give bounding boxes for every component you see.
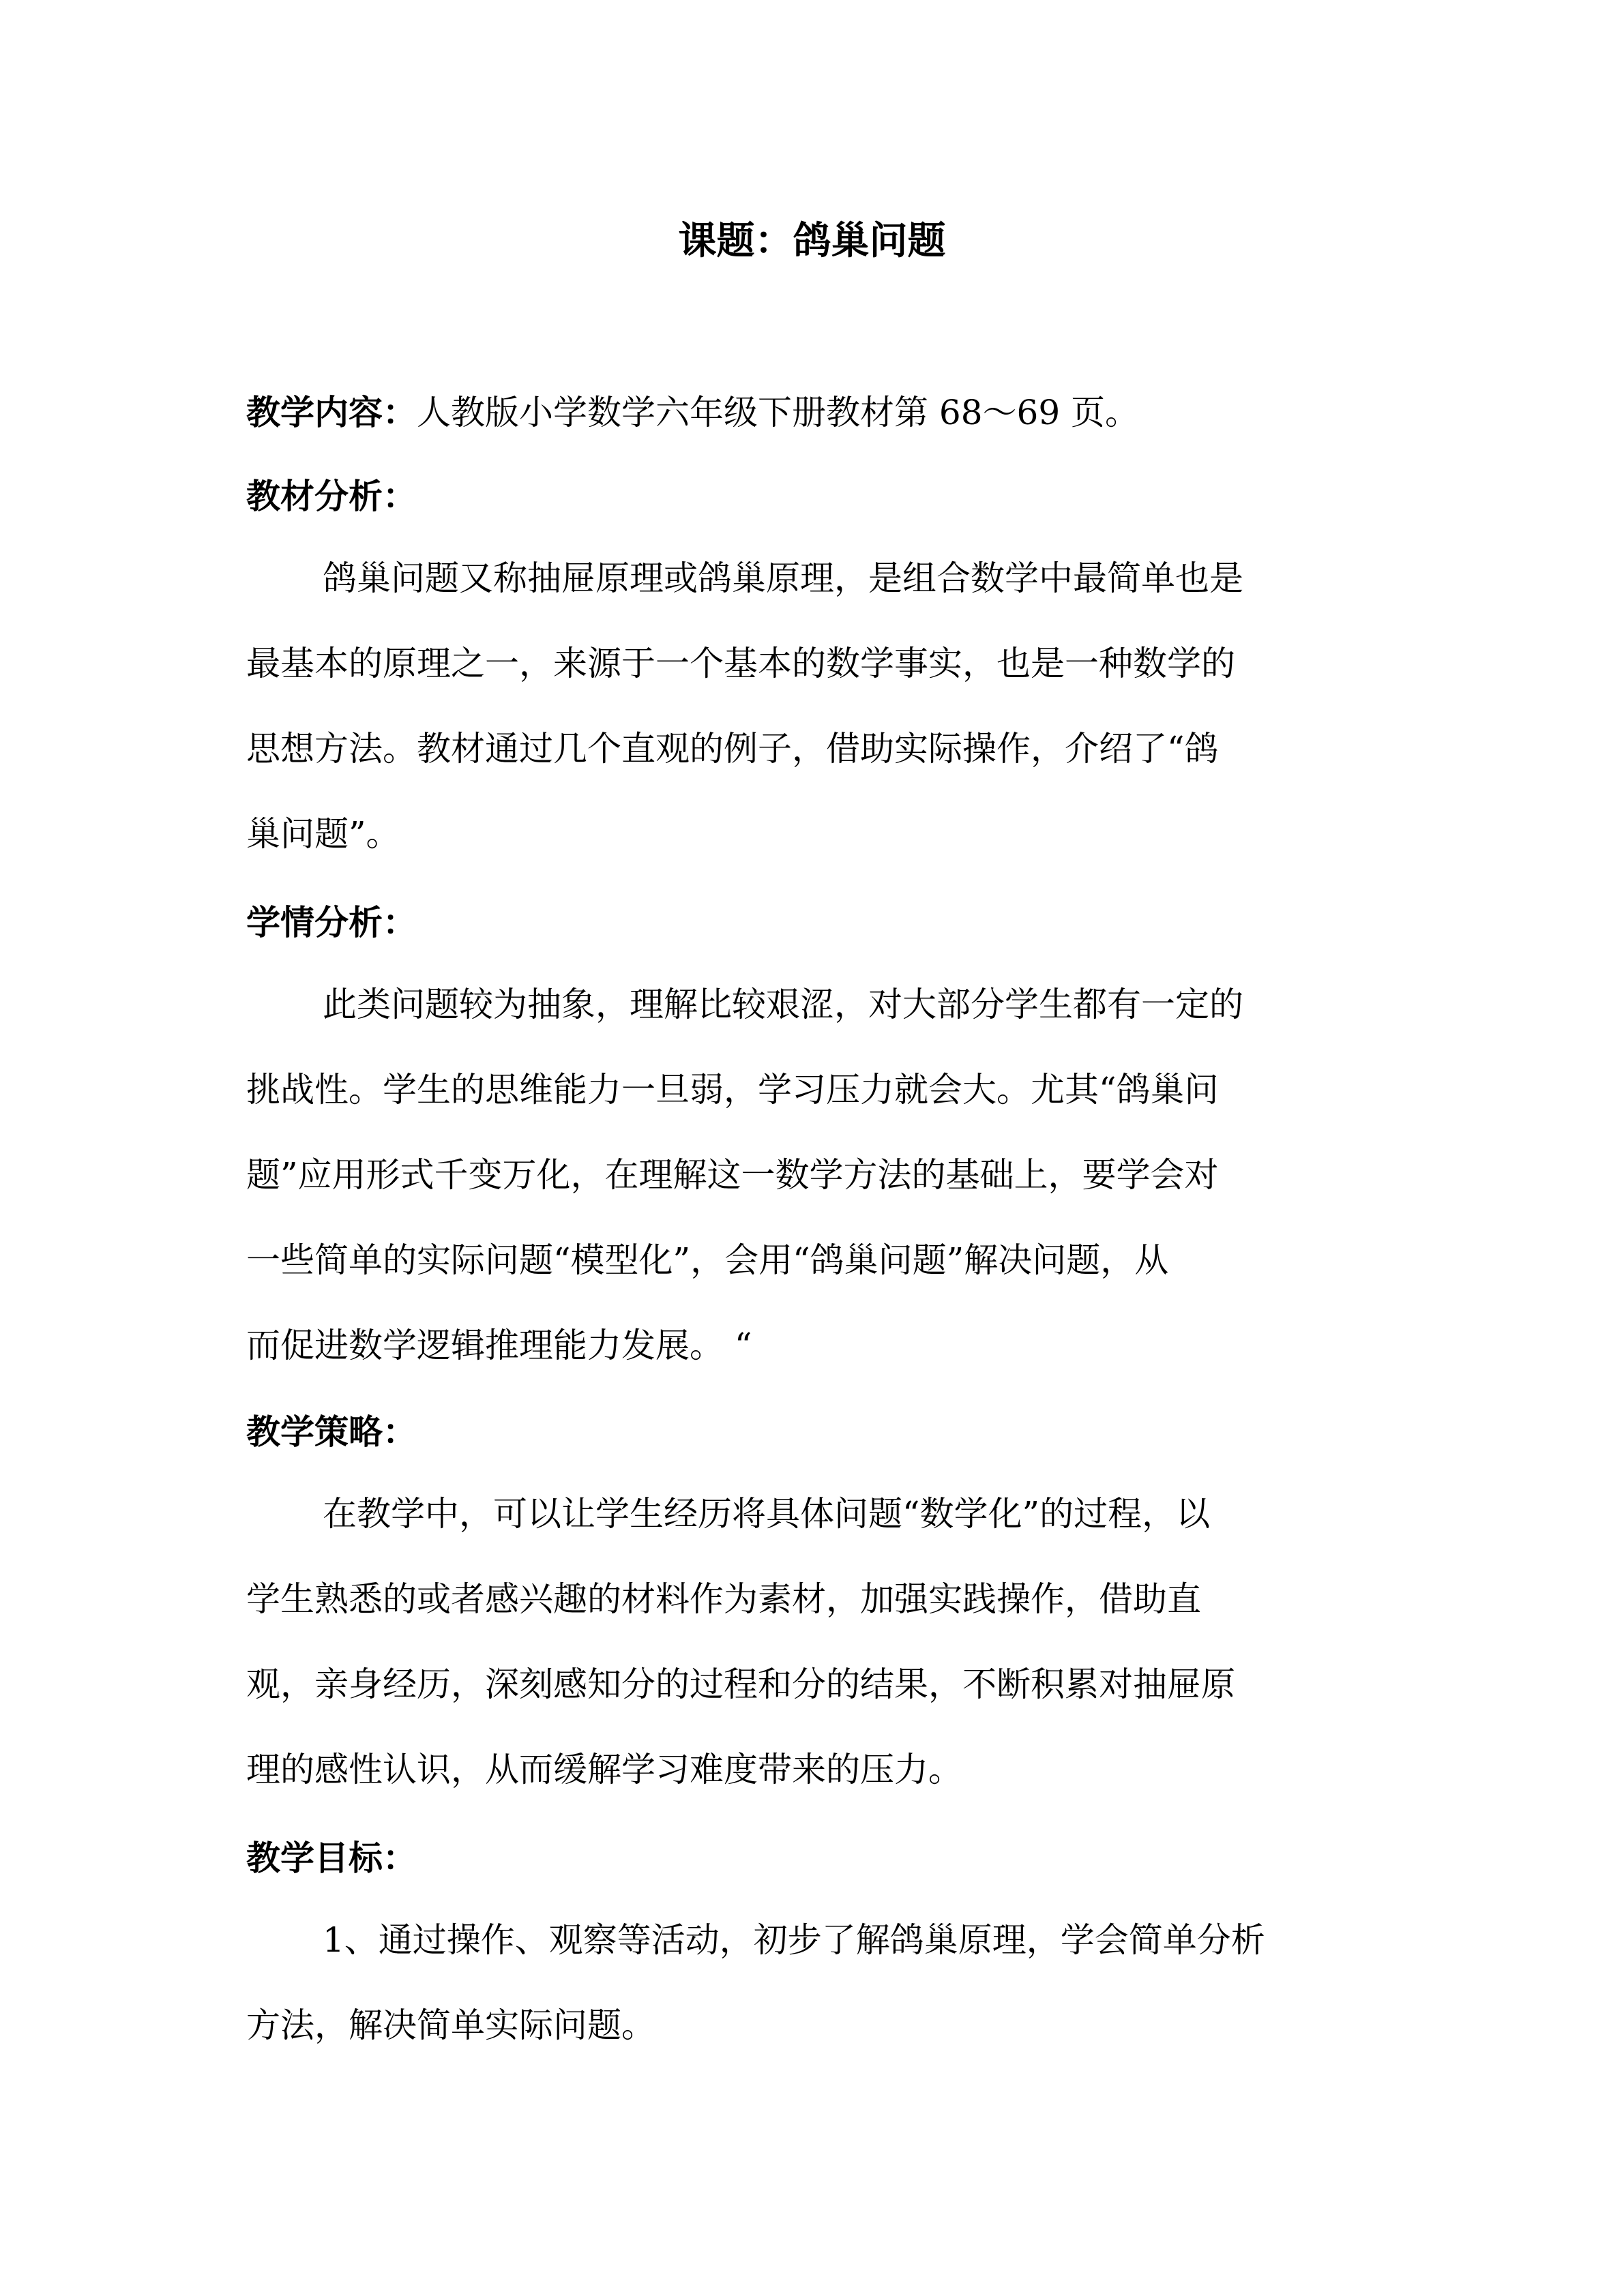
- paragraph-line: 此类问题较为抽象，理解比较艰涩，对大部分学生都有一定的: [323, 985, 1243, 1024]
- paragraph-line: 在教学中，可以让学生经历将具体问题“数学化”的过程，以: [323, 1494, 1211, 1534]
- paragraph-line: 题”应用形式千变万化，在理解这一数学方法的基础上，要学会对: [246, 1155, 1219, 1195]
- paragraph-line: 理的感性认识，从而缓解学习难度带来的压力。: [246, 1750, 962, 1789]
- teaching-content-label: 教学内容：: [246, 392, 417, 432]
- student-analysis-heading: 学情分析：: [246, 902, 417, 942]
- paragraph-line: 挑战性。学生的思维能力一旦弱，学习压力就会大。尤其“鸽巢问: [246, 1070, 1219, 1109]
- teaching-strategy-heading: 教学策略：: [246, 1412, 417, 1452]
- material-analysis-heading: 教材分析：: [246, 476, 417, 516]
- paragraph-line: 观，亲身经历，深刻感知分的过程和分的结果，不断积累对抽屉原: [246, 1665, 1235, 1704]
- paragraph-line: 1、通过操作、观察等活动，初步了解鸽巢原理，学会简单分析: [323, 1920, 1265, 1960]
- paragraph-line: 最基本的原理之一，来源于一个基本的数学事实，也是一种数学的: [246, 644, 1235, 683]
- page-title: 课题：鸽巢问题: [678, 218, 946, 263]
- paragraph-line: 思想方法。教材通过几个直观的例子，借助实际操作，介绍了“鸽: [246, 729, 1219, 769]
- teaching-content-line: [246, 392, 1139, 433]
- paragraph-line: 学生熟悉的或者感兴趣的材料作为素材，加强实践操作，借助直: [246, 1579, 1201, 1619]
- teaching-goals-heading: 教学目标：: [246, 1838, 417, 1878]
- paragraph-line: 鸽巢问题又称抽屉原理或鸽巢原理，是组合数学中最简单也是: [323, 558, 1243, 598]
- paragraph-line: 巢问题”。: [246, 814, 400, 854]
- paragraph-line: 方法，解决简单实际问题。: [246, 2006, 655, 2045]
- teaching-content-text: 人教版小学数学六年级下册教材第 68～69 页。: [417, 393, 1140, 432]
- paragraph-line: 一些简单的实际问题“模型化”，会用“鸽巢问题”解决问题，从: [246, 1240, 1169, 1280]
- paragraph-line: 而促进数学逻辑推理能力发展。 “: [246, 1326, 752, 1365]
